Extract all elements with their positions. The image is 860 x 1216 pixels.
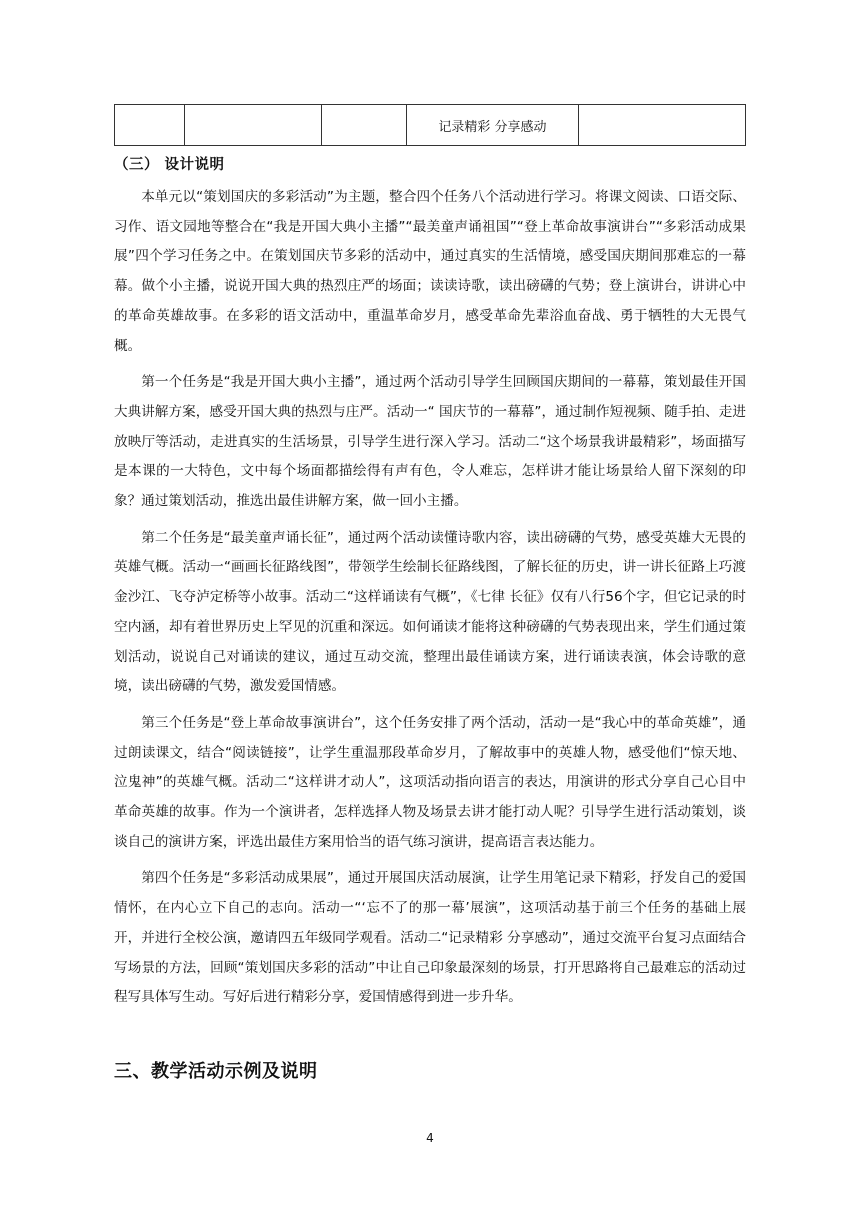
section-heading: （三） 设计说明 [114,157,225,173]
activity-table [114,104,746,146]
page-number: 4 [426,1131,434,1145]
table-cell [115,105,185,146]
paragraph: 第二个任务是“最美童声诵长征”，通过两个活动读懂诗歌内容，读出磅礴的气势，感受英雄大无畏的英雄气概。活动一“画画长征路线图”，带领学生绘制长征路线图，了解长征的历史，讲一讲长征路上巧渡金沙江、飞夺泸定桥等小故事。活动二“这样诵读有气概”，《七律 长征》仅有八行56个字，但它记录的时空内涵，却有着世界历史上罕见的沉重和深远。如何诵读才能将这种磅礴的气势表现出来，学生们通过策划活动，说说自己对诵读的建议，通过互动交流，整理出最佳诵读方案，进行诵读表演，体会诗歌的意境，读出磅礴的气势，激发爱国情感。 [114,529,746,695]
paragraph: 第四个任务是“多彩活动成果展”，通过开展国庆活动展演，让学生用笔记录下精彩，抒发自己的爱国情怀，在内心立下自己的志向。活动一“‘忘不了的那一幕’展演”，这项活动基于前三个任务的基础上展开，并进行全校公演，邀请四五年级同学观看。活动二“记录精彩 分享感动”，通过交流平台复习点面结合写场景的方法，回顾“策划国庆多彩的活动”中让自己印象最深刻的场景，打开思路将自己最难忘的活动过程写具体写生动。写好后进行精彩分享，爱国情感得到进一步升华。 [114,870,746,1006]
paragraph: 本单元以“策划国庆的多彩活动”为主题，整合四个任务八个活动进行学习。将课文阅读、口语交际、习作、语文园地等整合在“我是开国大典小主播”“最美童声诵祖国”“登上革命故事演讲台”“多彩活动成果展”四个学习任务之中。在策划国庆节多彩的活动中，通过真实的生活情境，感受国庆期间那难忘的一幕幕。做个小主播，说说开国大典的热烈庄严的场面；读读诗歌，读出磅礴的气势；登上演讲台，讲讲心中的革命英雄故事。在多彩的语文活动中，重温革命岁月，感受革命先辈浴血奋战、勇于牺牲的大无畏气概。 [114,189,746,354]
table-cell [322,105,407,146]
table-cell: 记录精彩 分享感动 [407,105,579,146]
paragraph: 第一个任务是“我是开国大典小主播”，通过两个活动引导学生回顾国庆期间的一幕幕，策划最佳开国大典讲解方案，感受开国大典的热烈与庄严。活动一“ 国庆节的一幕幕”，通过制作短视频、随手拍、走进放映厅等活动，走进真实的生活场景，引导学生进行深入学习。活动二“这个场景我讲最精彩”，场面描写是本课的一大特色，文中每个场面都描绘得有声有色，令人难忘，怎样讲才能让场景给人留下深刻的印象？通过策划活动，推选出最佳讲解方案，做一回小主播。 [114,374,746,510]
table-cell [185,105,322,146]
table-row [115,105,746,146]
part-heading: 三、教学活动示例及说明 [114,1061,318,1082]
design-description [114,183,746,1020]
table-cell [579,105,746,146]
paragraph: 第三个任务是“登上革命故事演讲台”，这个任务安排了两个活动，活动一是“我心中的革命英雄”，通过朗读课文，结合“阅读链接”，让学生重温那段革命岁月，了解故事中的英雄人物，感受他们“惊天地、泣鬼神”的英雄气概。活动二“这样讲才动人”，这项活动指向语言的表达，用演讲的形式分享自己心目中革命英雄的故事。作为一个演讲者，怎样选择人物及场景去讲才能打动人呢？引导学生进行活动策划，谈谈自己的演讲方案，评选出最佳方案用恰当的语气练习演讲，提高语言表达能力。 [114,714,746,850]
